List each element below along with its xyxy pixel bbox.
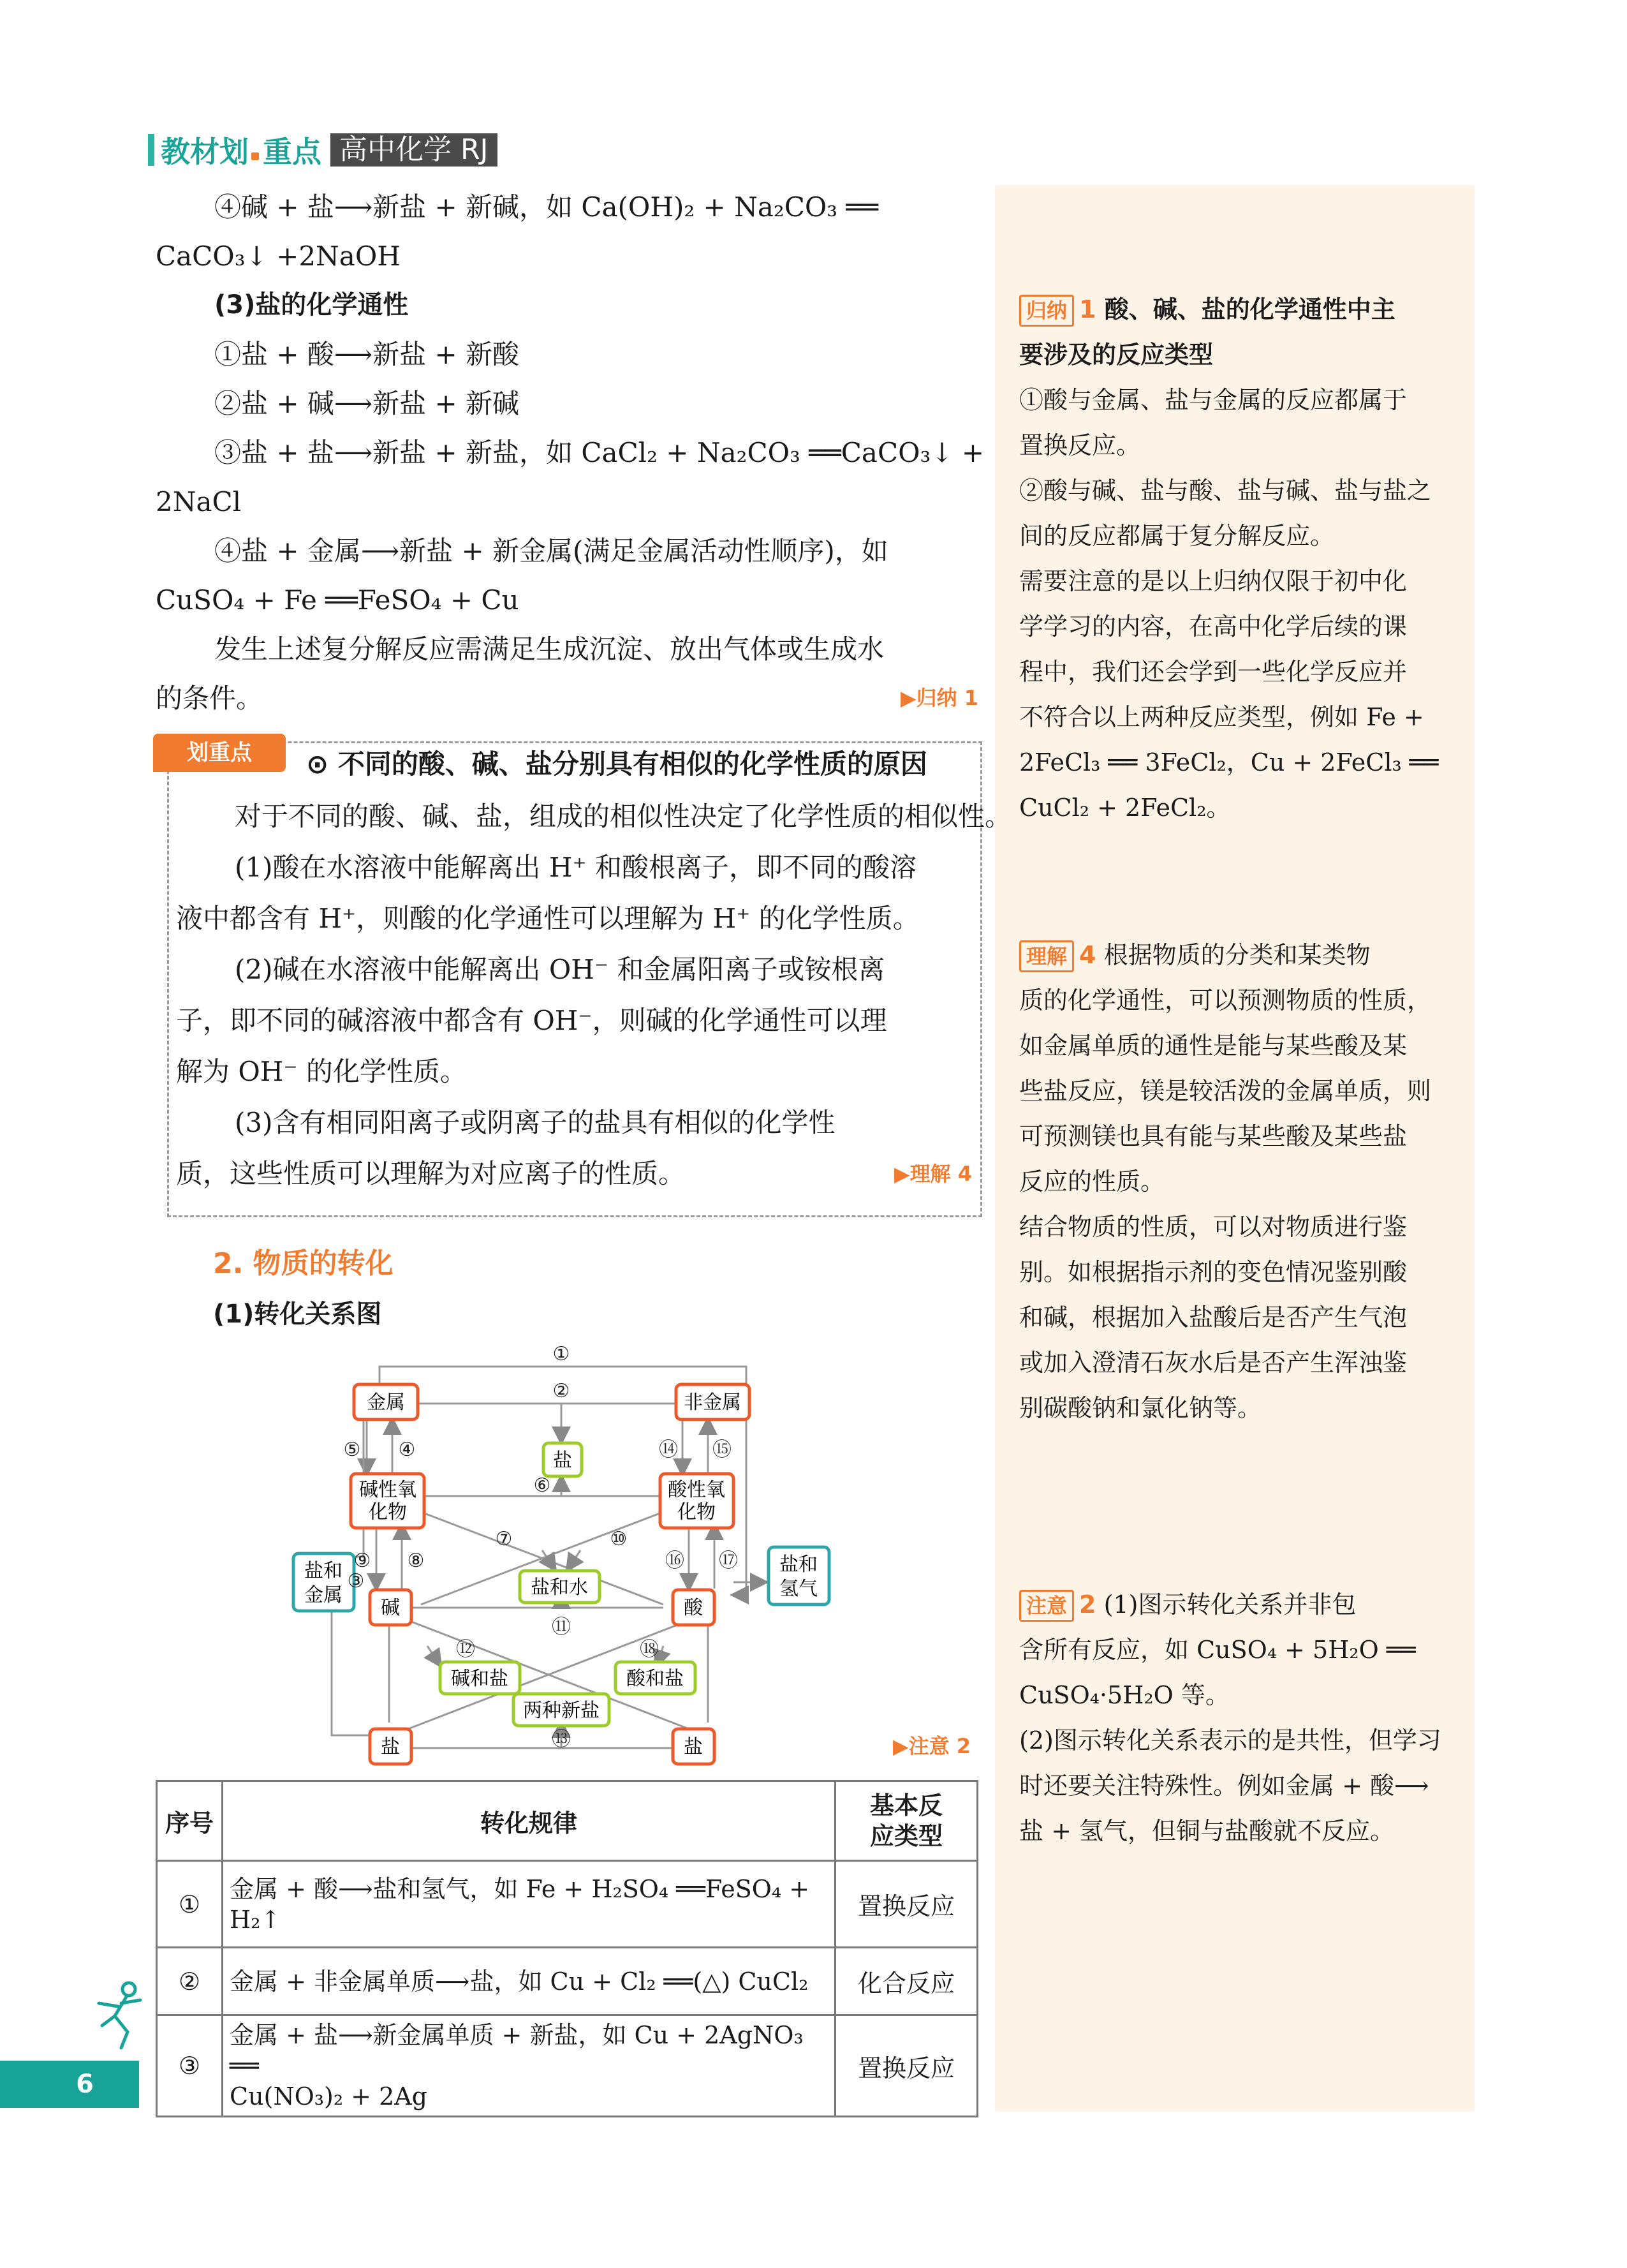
header-accent-bar xyxy=(148,134,154,166)
table-header-type-b: 应类型 xyxy=(869,1822,943,1850)
header-brand-dot xyxy=(251,152,259,160)
node-salt-br: 盐 xyxy=(684,1736,703,1758)
text-line: ②盐 + 碱⟶新盐 + 新碱 xyxy=(214,388,519,419)
side-lijie-tag: 理解 xyxy=(1019,940,1074,972)
side-text-line: CuSO₄·5H₂O 等。 xyxy=(1019,1681,1230,1709)
num-11: ⑪ xyxy=(552,1616,571,1638)
num-2: ② xyxy=(552,1380,570,1402)
text-line xyxy=(156,674,978,723)
table-cell-no: ① xyxy=(157,1861,223,1948)
node-salt-h2-b: 氢气 xyxy=(779,1578,818,1600)
subheading-salt-properties: (3)盐的化学通性 xyxy=(214,290,409,320)
ref-guina-1[interactable]: ▶归纳 1 xyxy=(900,686,978,710)
text-line: 2NaCl xyxy=(156,486,242,517)
num-8: ⑧ xyxy=(407,1550,425,1572)
page-number: 6 xyxy=(76,2070,94,2099)
node-two-salts: 两种新盐 xyxy=(523,1700,600,1722)
num-14: ⑭ xyxy=(659,1439,678,1461)
table-cell-rule-a: 金属 + 盐⟶新金属单质 + 新盐，如 Cu + 2AgNO₃ ══ xyxy=(230,2021,804,2080)
side-text-line: (2)图示转化关系表示的是共性，但学习 xyxy=(1019,1726,1441,1754)
table-cell-rule-a: 金属 + 非金属单质⟶盐，如 Cu + Cl₂ ══(△) CuCl₂ xyxy=(230,1967,809,1996)
num-4: ④ xyxy=(398,1439,416,1461)
table-cell-rule-b: Cu(NO₃)₂ + 2Ag xyxy=(230,2082,428,2110)
table-cell-rule xyxy=(223,1861,836,1948)
side-text-line: 间的反应都属于复分解反应。 xyxy=(1019,522,1335,550)
side-text-line: 盐 + 氢气，但铜与盐酸就不反应。 xyxy=(1019,1817,1394,1845)
text-line: ③盐 + 盐⟶新盐 + 新盐，如 CaCl₂ + Na₂CO₃ ══CaCO₃↓ + xyxy=(214,437,985,468)
table-cell-type: 置换反应 xyxy=(836,2015,978,2117)
side-text-line: 和碱，根据加入盐酸后是否产生气泡 xyxy=(1019,1303,1408,1331)
side-guina-title xyxy=(1019,287,1466,332)
num-6: ⑥ xyxy=(533,1474,551,1497)
side-text-line: 别。如根据指示剂的变色情况鉴别酸 xyxy=(1019,1258,1408,1286)
node-salt-water: 盐和水 xyxy=(531,1576,588,1599)
text-line: (2)碱在水溶液中能解离出 OH⁻ 和金属阳离子或铵根离 xyxy=(235,954,885,985)
text-line: 对于不同的酸、碱、盐，组成的相似性决定了化学性质的相似性。 xyxy=(235,801,1012,832)
side-text-line: 可预测镁也具有能与某些酸及某些盐 xyxy=(1019,1122,1408,1150)
num-5: ⑤ xyxy=(343,1439,361,1461)
text-line: CuSO₄ + Fe ══FeSO₄ + Cu xyxy=(156,584,519,616)
node-metal: 金属 xyxy=(367,1391,405,1414)
node-nonmetal: 非金属 xyxy=(684,1391,741,1414)
table-header-rule: 转化规律 xyxy=(223,1781,836,1861)
node-basic-oxide-a: 碱性氧 xyxy=(359,1479,416,1501)
text-line: 液中都含有 H⁺，则酸的化学通性可以理解为 H⁺ 的化学性质。 xyxy=(176,903,920,934)
header-brand-b: 重点 xyxy=(263,135,321,169)
num-17: ⑰ xyxy=(719,1550,738,1572)
text-line: CaCO₃↓ +2NaOH xyxy=(156,241,401,272)
side-text-line: 程中，我们还会学到一些化学反应并 xyxy=(1019,658,1408,686)
side-text-line: 含所有反应，如 CuSO₄ + 5H₂O ══ xyxy=(1019,1636,1416,1664)
text-line: (3)含有相同阳离子或阴离子的盐具有相似的化学性 xyxy=(235,1107,836,1138)
text-line-content: 的条件。 xyxy=(156,683,263,714)
side-lijie-title-text: 根据物质的分类和某类物 xyxy=(1103,941,1371,969)
num-16: ⑯ xyxy=(665,1550,684,1572)
num-1: ① xyxy=(552,1343,570,1365)
side-text-line: ②酸与碱、盐与酸、盐与碱、盐与盐之 xyxy=(1019,477,1432,505)
side-guina-title-2: 要涉及的反应类型 xyxy=(1019,341,1214,369)
num-3: ③ xyxy=(347,1570,365,1592)
node-basic-oxide-b: 化物 xyxy=(369,1501,407,1523)
table-cell-no: ③ xyxy=(157,2015,223,2117)
table-row xyxy=(157,1948,978,2015)
side-zhuyi-num: 2 xyxy=(1079,1590,1096,1619)
table-cell-no: ② xyxy=(157,1948,223,2015)
node-base-salt: 碱和盐 xyxy=(451,1668,508,1690)
node-base: 碱 xyxy=(381,1597,400,1619)
side-text-line: 别碳酸钠和氯化钠等。 xyxy=(1019,1394,1262,1422)
header-subject: 高中化学 RJ xyxy=(330,133,497,167)
side-text-line: CuCl₂ + 2FeCl₂。 xyxy=(1019,794,1231,822)
side-zhuyi-title-text: (1)图示转化关系并非包 xyxy=(1103,1590,1357,1619)
num-12: ⑫ xyxy=(456,1638,475,1661)
table-cell-type: 化合反应 xyxy=(836,1948,978,2015)
decorative-figure-icon xyxy=(89,1978,153,2054)
side-text-line: 学学习的内容，在高中化学后续的课 xyxy=(1019,612,1408,641)
side-guina-title-text: 酸、碱、盐的化学通性中主 xyxy=(1104,295,1395,323)
text-line-content: 质，这些性质可以理解为对应离子的性质。 xyxy=(176,1158,686,1189)
text-line: 发生上述复分解反应需满足生成沉淀、放出气体或生成水 xyxy=(214,634,885,665)
header-brand-a: 教材划 xyxy=(161,135,249,169)
num-13: ⑬ xyxy=(552,1728,571,1751)
side-text-line: 需要注意的是以上归纳仅限于初中化 xyxy=(1019,567,1408,595)
text-line: 子，即不同的碱溶液中都含有 OH⁻，则碱的化学通性可以理 xyxy=(176,1005,887,1036)
node-acidic-oxide-b: 化物 xyxy=(677,1501,716,1523)
side-note-lijie xyxy=(1019,933,1466,1431)
table-header-no: 序号 xyxy=(157,1781,223,1861)
table-row xyxy=(157,1861,978,1948)
node-salt-bl: 盐 xyxy=(381,1736,400,1758)
side-text-line: 2FeCl₃ ══ 3FeCl₂，Cu + 2FeCl₃ ══ xyxy=(1019,748,1439,776)
page-header xyxy=(148,131,497,168)
num-18: ⑱ xyxy=(640,1638,659,1661)
side-text-line: 结合物质的性质，可以对物质进行鉴 xyxy=(1019,1213,1408,1241)
text-line: ①盐 + 酸⟶新盐 + 新酸 xyxy=(214,339,519,370)
table-header-type xyxy=(836,1781,978,1861)
side-note-zhuyi xyxy=(1019,1582,1466,1854)
node-salt-metal-b: 金属 xyxy=(304,1584,342,1606)
num-9: ⑨ xyxy=(353,1550,371,1572)
conversion-diagram xyxy=(281,1340,874,1774)
node-salt-h2-a: 盐和 xyxy=(779,1553,818,1576)
side-zhuyi-tag: 注意 xyxy=(1019,1590,1074,1622)
text-line xyxy=(176,1148,972,1199)
node-salt-metal-a: 盐和 xyxy=(304,1560,342,1582)
text-line: 解为 OH⁻ 的化学性质。 xyxy=(176,1056,467,1087)
side-text-line: 质的化学通性，可以预测物质的性质， xyxy=(1019,986,1432,1014)
ref-zhuyi-2[interactable]: ▶注意 2 xyxy=(893,1734,971,1758)
side-lijie-num: 4 xyxy=(1079,941,1096,969)
table-header-type-a: 基本反 xyxy=(869,1791,943,1820)
num-10: ⑩ xyxy=(610,1528,628,1550)
table-cell-rule-a: 金属 + 酸⟶盐和氢气，如 Fe + H₂SO₄ ══FeSO₄ + xyxy=(230,1874,810,1903)
side-text-line: 不符合以上两种反应类型，例如 Fe + xyxy=(1019,703,1424,731)
num-7: ⑦ xyxy=(495,1528,513,1550)
main-text-top xyxy=(156,182,985,723)
conversion-table xyxy=(156,1780,978,2117)
text-line: ④碱 + 盐⟶新盐 + 新碱，如 Ca(OH)₂ + Na₂CO₃ ══ xyxy=(214,191,879,223)
side-lijie-title xyxy=(1019,933,1466,978)
table-cell-rule-b: H₂↑ xyxy=(230,1905,281,1934)
side-guina-tag: 归纳 xyxy=(1019,295,1074,327)
page-number-tab xyxy=(0,2061,139,2108)
side-zhuyi-title xyxy=(1019,1582,1466,1627)
side-text-line: 反应的性质。 xyxy=(1019,1167,1165,1196)
node-acid-salt: 酸和盐 xyxy=(626,1668,684,1690)
table-cell-rule xyxy=(223,2015,836,2117)
keypoint-body xyxy=(176,791,1012,1199)
side-text-line: 些盐反应，镁是较活泼的金属单质，则 xyxy=(1019,1077,1432,1105)
side-note-guina xyxy=(1019,287,1466,831)
table-cell-rule xyxy=(223,1948,836,2015)
side-text-line: 置换反应。 xyxy=(1019,431,1141,459)
section-subtitle: (1)转化关系图 xyxy=(213,1300,382,1329)
num-15: ⑮ xyxy=(712,1439,732,1461)
node-acidic-oxide-a: 酸性氧 xyxy=(668,1479,725,1501)
node-salt-top: 盐 xyxy=(553,1449,572,1472)
side-text-line: 如金属单质的通性是能与某些酸及某 xyxy=(1019,1032,1408,1060)
table-cell-type: 置换反应 xyxy=(836,1861,978,1948)
node-acid: 酸 xyxy=(684,1597,703,1619)
table-row xyxy=(157,2015,978,2117)
keypoint-title: ⊙ 不同的酸、碱、盐分别具有相似的化学性质的原因 xyxy=(306,748,927,780)
text-line: (1)酸在水溶液中能解离出 H⁺ 和酸根离子，即不同的酸溶 xyxy=(235,852,917,883)
text-line: ④盐 + 金属⟶新盐 + 新金属(满足金属活动性顺序)，如 xyxy=(214,535,888,567)
side-guina-num: 1 xyxy=(1079,295,1096,323)
section-title: 2. 物质的转化 xyxy=(213,1247,394,1280)
keypoint-tag: 划重点 xyxy=(153,734,286,772)
ref-lijie-4[interactable]: ▶理解 4 xyxy=(894,1162,972,1186)
side-text-line: 时还要关注特殊性。例如金属 + 酸⟶ xyxy=(1019,1772,1429,1800)
side-text-line: ①酸与金属、盐与金属的反应都属于 xyxy=(1019,386,1408,414)
table-header-row xyxy=(157,1781,978,1861)
side-text-line: 或加入澄清石灰水后是否产生浑浊鉴 xyxy=(1019,1349,1408,1377)
